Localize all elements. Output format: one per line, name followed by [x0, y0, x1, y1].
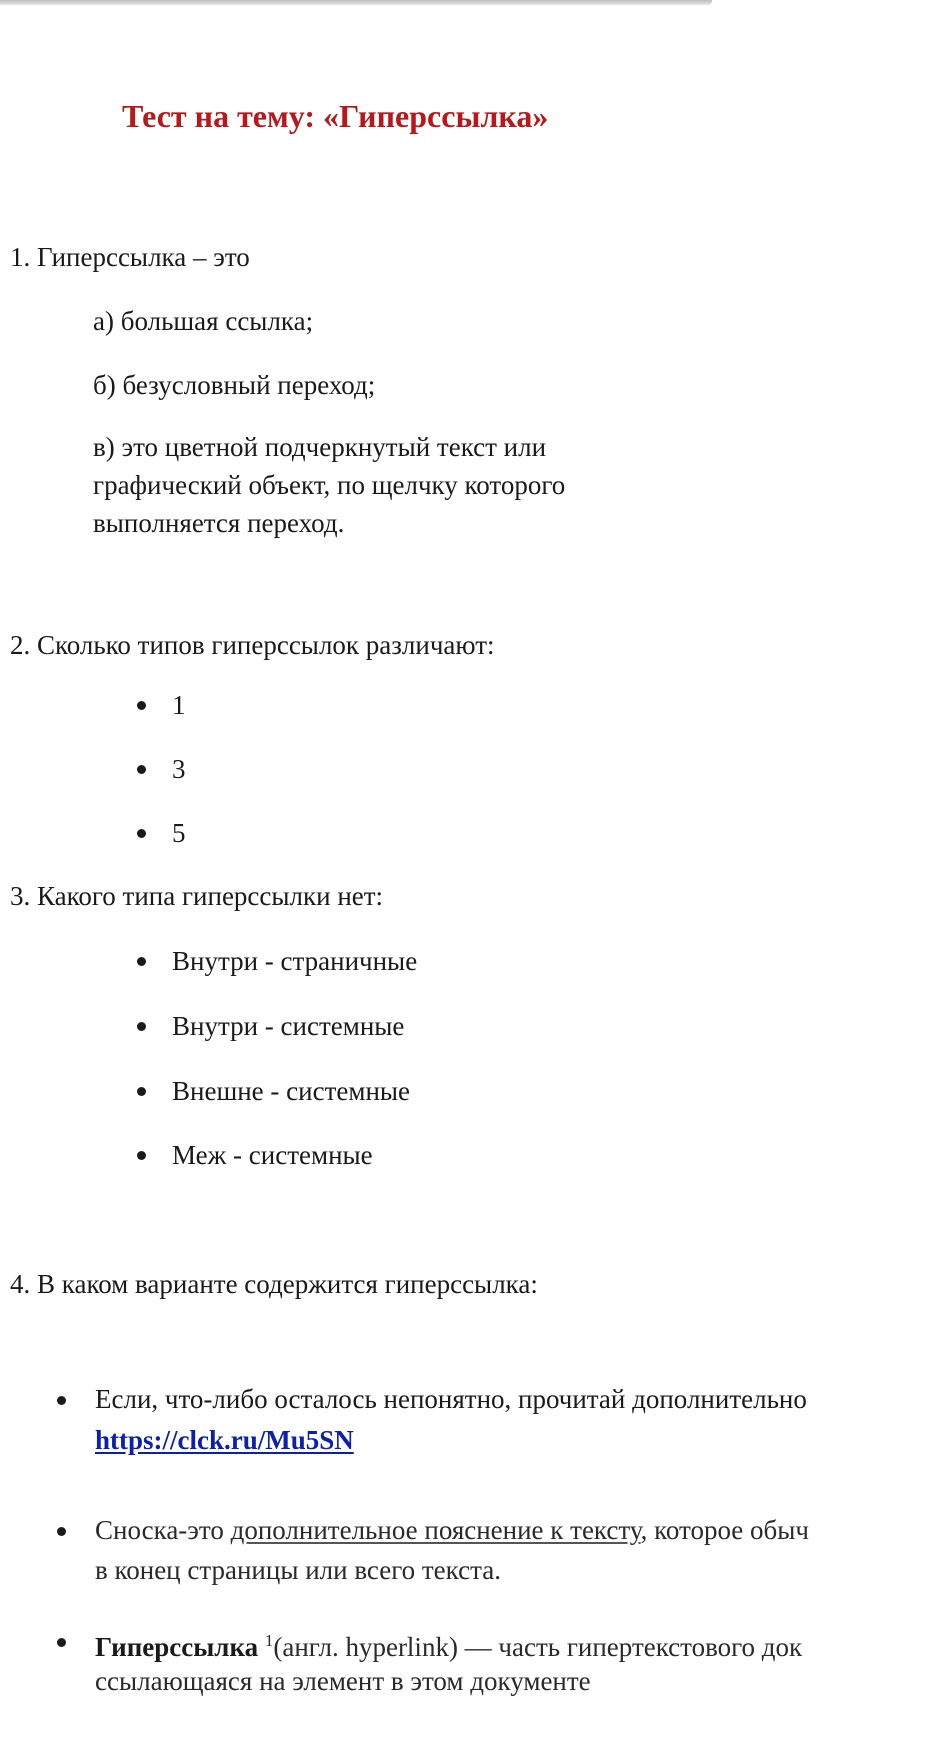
- q1-option-b: б) безусловный переход;: [93, 370, 376, 400]
- question-1: 1. Гиперссылка – это: [10, 242, 250, 272]
- footnote-prefix: Сноска-это: [95, 1515, 231, 1545]
- q3-option-1: Внутри - страничные: [172, 946, 418, 976]
- footnote-underlined-text: дополнительное пояснение к тексту: [230, 1515, 641, 1545]
- hyperlink[interactable]: https://clck.ru/Mu5SN: [95, 1425, 354, 1455]
- q4-variant-2-line1: [95, 1511, 809, 1549]
- bullet-icon: [57, 1638, 66, 1647]
- footnote-mark: 1: [264, 1631, 274, 1650]
- bullet-icon: [137, 829, 146, 838]
- top-edge-shadow: [0, 0, 712, 5]
- q1-option-c-line3: выполняется переход.: [93, 508, 345, 538]
- bullet-icon: [137, 765, 146, 774]
- q1-option-c-line1: в) это цветной подчеркнутый текст или: [93, 432, 547, 462]
- q2-option-3: 5: [172, 818, 186, 848]
- q4-variant-3-line2: ссылающаяся на элемент в этом документе: [95, 1666, 591, 1696]
- q3-option-4: Меж - системные: [172, 1140, 373, 1170]
- question-3: 3. Какого типа гиперссылки нет:: [10, 881, 384, 911]
- q3-option-3: Внешне - системные: [172, 1076, 411, 1106]
- bullet-icon: [137, 957, 146, 966]
- term-definition: (англ. hyperlink) — часть гипертекстового док: [273, 1632, 803, 1662]
- bullet-icon: [137, 1087, 146, 1096]
- bullet-icon: [137, 701, 146, 710]
- bullet-icon: [57, 1396, 66, 1405]
- q4-variant-3-line1: [95, 1622, 802, 1666]
- q2-option-2: 3: [172, 754, 186, 784]
- bullet-icon: [137, 1022, 146, 1031]
- term-bold: Гиперссылка: [95, 1632, 265, 1662]
- question-4: 4. В каком варианте содержится гиперссылка:: [10, 1269, 538, 1299]
- bullet-icon: [137, 1151, 146, 1160]
- q1-option-a: а) большая ссылка;: [93, 306, 314, 336]
- q4-variant-2-line2: в конец страницы или всего текста.: [95, 1555, 501, 1585]
- q4-variant-1-line1: Если, что-либо осталось непонятно, прочитай дополнительно: [95, 1384, 807, 1414]
- footnote-suffix: , которое обыч: [640, 1515, 809, 1545]
- question-2: 2. Сколько типов гиперссылок различают:: [10, 630, 495, 660]
- q1-option-c-line2: графический объект, по щелчку которого: [93, 470, 566, 500]
- page-title: Тест на тему: «Гиперссылка»: [122, 98, 549, 134]
- q2-option-1: 1: [172, 690, 186, 720]
- bullet-icon: [57, 1527, 66, 1536]
- q3-option-2: Внутри - системные: [172, 1011, 405, 1041]
- q4-variant-1-link-line: [95, 1421, 354, 1459]
